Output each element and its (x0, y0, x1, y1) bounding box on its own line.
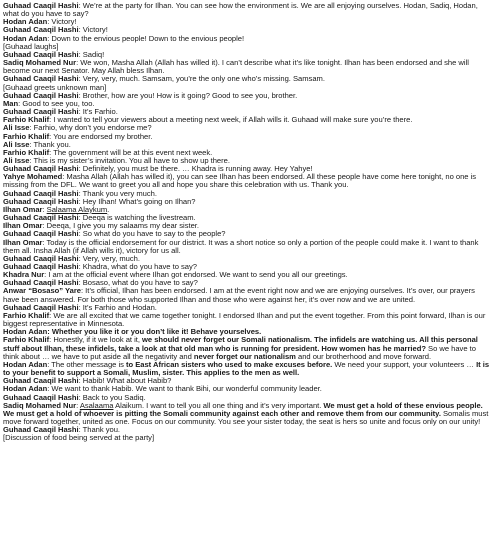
line-text: : We’re at the party for Ilhan. You can see how the environment is. We are all enjoying ourselves. Hodan, Sadiq, Hodan, what do you have to say? (3, 1, 478, 19)
speaker-name: Hodan Adan (3, 359, 48, 369)
line-text: : I wanted to tell your viewers about a meeting next week, if Allah wills it. Guhaad will make sure you’re there. (49, 115, 413, 125)
line-text: : So what do you have to say to the people? (78, 229, 226, 239)
speaker-name: Guhaad Caaqil Hashi (3, 25, 79, 35)
speaker-name: Hodan Adan (3, 33, 48, 43)
transcript-line (3, 173, 491, 189)
transcript-line (3, 312, 491, 328)
line-text: : (76, 400, 80, 410)
speaker-name: Guhaad Caaqil Hashi (3, 164, 79, 174)
line-text: : Whether you like it or you don’t like it! Behave yourselves. (47, 327, 262, 337)
line-text: : Victory! (78, 25, 108, 35)
line-text: : The other message is (47, 359, 127, 369)
line-text: we should never forget our Somali nationalism. The infidels are watching us. All this personal stuff about Ilhan, these infidels, take a look at that old man who is running for president. How women has he married? (3, 335, 478, 353)
line-text: : You are endorsed my brother. (49, 131, 153, 141)
speaker-name: Guhaad Caaqil Hashi (3, 188, 79, 198)
line-text: : Khadra, what do you have to say? (78, 262, 197, 271)
speaker-name: Yahye Mohamed (3, 172, 63, 182)
transcript-line (3, 434, 491, 442)
speaker-name: Guhaad Caaqil Hashi (3, 253, 79, 263)
line-text: It is to your benefit to support a Somali, Muslim, sister. This applies to the men as well. (3, 359, 490, 378)
line-text: : Bosaso, what do you have to say? (78, 278, 198, 288)
speaker-name: Khadra Nur (3, 270, 45, 280)
speaker-name: Farhio Khalif (3, 131, 50, 141)
line-text: : It’s Farhio and Hodan. (78, 302, 157, 312)
line-text: [Discussion of food being served at the party] (3, 433, 155, 443)
speaker-name: Sadiq Mohamed Nur (3, 58, 77, 68)
line-text: : Honestly, if it we look at it, (49, 335, 143, 345)
speaker-name: Ali Isse (3, 123, 30, 133)
line-text: We must get a hold of these envious people. We must get a hold of whoever is pitting the Somali community against each other and remove them from our community. (3, 400, 483, 418)
line-text: Alaikum. I want to tell you all one thing and it’s very important. (113, 400, 324, 410)
line-text: : Habib! What about Habib? (78, 376, 172, 386)
transcript-document (3, 2, 491, 442)
transcript-line (3, 239, 491, 255)
line-text: : Deeqa, I give you my salaams my dear sister. (42, 221, 199, 231)
line-text: : Thank you. (29, 139, 71, 149)
line-text: : Deeqa is watching the livestream. (78, 213, 196, 223)
speaker-name: Guhaad Caaqil Hashi (3, 392, 79, 402)
line-text: : Very, very, much. Samsam, you’re the only one who’s missing. Samsam. (78, 74, 325, 84)
speaker-name: Hodan Adan (3, 384, 48, 394)
line-text: : Down to the envious people! Down to the envious people! (47, 33, 245, 43)
line-text: : Thank you. (78, 425, 120, 435)
speaker-name: Farhio Khalif (3, 147, 50, 157)
line-text: We need your support, your volunteers … (332, 359, 477, 369)
speaker-name: Guhaad Caaqil Hashi (3, 302, 79, 312)
line-text: : I am at the official event where Ilhan got endorsed. We want to send you all our greetings. (44, 270, 348, 280)
speaker-name: Guhaad Caaqil Hashi (3, 425, 79, 435)
line-text: : Good to see you, too. (18, 98, 95, 108)
line-text: : Today is the official endorsement for our district. It was a short notice so only a portion of the people could make it. I want to thank them all. Insha Allah (if Allah wills it), victory for us all. (3, 237, 479, 255)
transcript-line (3, 133, 491, 141)
line-text: : Definitely, you must be there. … Khadra is running away. Hey Yahye! (78, 164, 313, 174)
line-text: . (107, 204, 110, 214)
transcript-line (3, 35, 491, 43)
line-text: Somalis must move forward together, united as one. Focus on our community. You see your sister today, the seat is hers so unite and focus only on our unity! (3, 408, 489, 426)
line-text: never forget our nationalism (193, 351, 296, 361)
speaker-name: Man (3, 98, 19, 108)
speaker-name: Guhaad Caaqil Hashi (3, 196, 79, 206)
speaker-name: Hodan Adan (3, 327, 48, 337)
speaker-name: Ali Isse (3, 139, 30, 149)
line-text: : Back to you Sadiq. (78, 392, 146, 402)
transcript-line (3, 361, 491, 377)
line-text: : Thank you very much. (78, 188, 157, 198)
line-text: : Sadiq! (78, 49, 105, 59)
line-text: : (42, 204, 47, 214)
transcript-line (3, 336, 491, 360)
line-text: : Very, very, much. (78, 253, 140, 263)
transcript-line (3, 2, 491, 18)
line-text: : Brother, how are you! How is it going? Good to see you, brother. (78, 90, 298, 100)
line-text: : Farhio, why don’t you endorse me? (29, 123, 152, 133)
speaker-name: Farhio Khalif (3, 115, 50, 125)
line-text: [Guhaad laughs] (3, 41, 59, 51)
line-text: Asalaama (79, 400, 114, 410)
line-text: and our brotherhood and move forward. (295, 351, 432, 361)
speaker-name: Ali Isse (3, 155, 30, 165)
speaker-name: Anwar “Bosaso” Yare (3, 286, 81, 296)
line-text: : We want to thank Habib. We want to thank Bihi, our wonderful community leader. (47, 384, 322, 394)
speaker-name: Guhaad Caaqil Hashi (3, 74, 79, 84)
line-text: : It’s Farhio. (78, 107, 118, 117)
line-text: : We won, Masha Allah (Allah has willed it). I can’t describe what it’s like tonight. Ilhan has been endorsed and she will become our next Senator. May Allah bless Ilhan. (3, 58, 469, 76)
line-text: : Hey Ilhan! What’s going on Ilhan? (78, 196, 196, 206)
speaker-name: Guhaad Caaqil Hashi (3, 376, 79, 386)
transcript-line (3, 59, 491, 75)
line-text: : We are all excited that we came together tonight. I endorsed Ilhan and put the event together. From this point forward, Ilhan is our biggest representative in Minnesota. (3, 310, 486, 329)
line-text: Salaama Alaykum (46, 204, 108, 214)
speaker-name: Guhaad Caaqil Hashi (3, 229, 79, 239)
speaker-name: Guhaad Caaqil Hashi (3, 107, 79, 117)
transcript-line (3, 402, 491, 426)
speaker-name: Farhio Khalif (3, 310, 50, 320)
speaker-name: Ilhan Omar (3, 221, 43, 231)
line-text: : This is my sister’s invitation. You all have to show up there. (29, 155, 230, 165)
speaker-name: Hodan Adan (3, 17, 48, 27)
speaker-name: Guhaad Caaqil Hashi (3, 262, 79, 271)
speaker-name: Sadiq Mohamed Nur (3, 400, 77, 410)
transcript-line (3, 287, 491, 303)
line-text: : Victory! (47, 17, 77, 27)
speaker-name: Farhio Khalif (3, 335, 50, 345)
speaker-name: Ilhan Omar (3, 204, 43, 214)
speaker-name: Ilhan Omar (3, 237, 43, 247)
line-text: : It’s official, Ilhan has been endorsed. I am at the event right now and we are enjoying ourselves. It’s over, our prayers have been answered. For both those who supported Ilhan and those who were against her, it’s over now and we are united. (3, 286, 475, 304)
speaker-name: Guhaad Caaqil Hashi (3, 49, 79, 59)
line-text: [Guhaad greets unknown man] (3, 82, 107, 92)
speaker-name: Guhaad Caaqil Hashi (3, 1, 79, 10)
speaker-name: Guhaad Caaqil Hashi (3, 213, 79, 223)
speaker-name: Guhaad Caaqil Hashi (3, 90, 79, 100)
line-text: to East African sisters who used to make excuses before. (126, 359, 333, 369)
line-text: : Masha Allah (Allah has willed it), you can see Ilhan has been endorsed. All these people have come here tonight, no one is missing from the DFL. We want to greet you all and hope you share this celebration with us. Thank you. (3, 172, 477, 190)
line-text: So we have to think about … we have to put aside all the negativity and (3, 343, 476, 361)
speaker-name: Guhaad Caaqil Hashi (3, 278, 79, 288)
line-text: : The government will be at this event next week. (49, 147, 213, 157)
